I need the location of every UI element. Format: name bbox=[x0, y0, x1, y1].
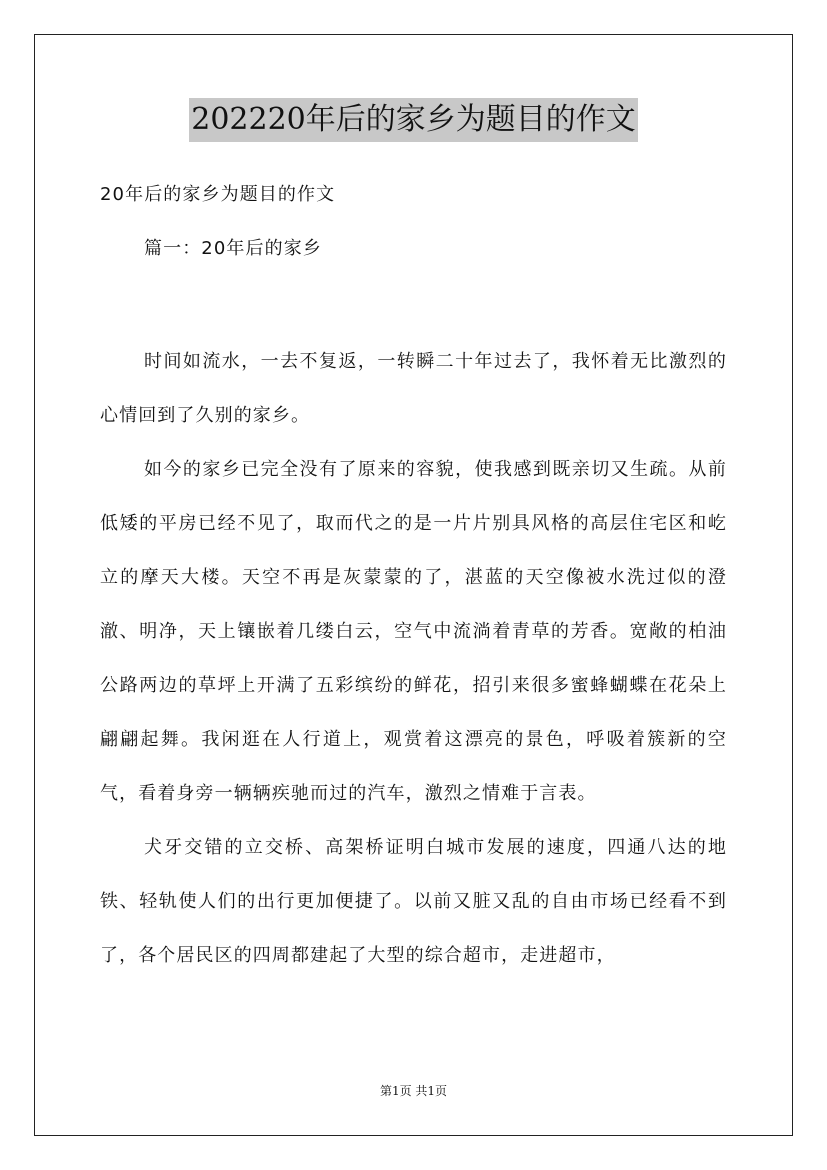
document-subtitle: 20年后的家乡为题目的作文 bbox=[100, 184, 336, 205]
title-container bbox=[0, 98, 827, 142]
paragraph: 犬牙交错的立交桥、高架桥证明白城市发展的速度，四通八达的地铁、轻轨使人们的出行更加便捷了。以前又脏又乱的自由市场已经看不到了，各个居民区的四周都建起了大型的综合超市，走进超市， bbox=[100, 837, 727, 966]
document-title: 202220年后的家乡为题目的作文 bbox=[189, 98, 638, 142]
essay-body bbox=[100, 335, 727, 983]
section-heading: 篇一：20年后的家乡 bbox=[144, 238, 322, 259]
page-footer: 第1页 共1页 bbox=[379, 1084, 448, 1098]
paragraph: 如今的家乡已完全没有了原来的容貌，使我感到既亲切又生疏。从前低矮的平房已经不见了，取而代之的是一片片别具风格的高层住宅区和屹立的摩天大楼。天空不再是灰蒙蒙的了，湛蓝的天空像被水洗过似的澄澈、明净，天上镶嵌着几缕白云，空气中流淌着青草的芳香。宽敞的柏油公路两边的草坪上开满了五彩缤纷的鲜花，招引来很多蜜蜂蝴蝶在花朵上翩翩起舞。我闲逛在人行道上，观赏着这漂亮的景色，呼吸着簇新的空气，看着身旁一辆辆疾驰而过的汽车，激烈之情难于言表。 bbox=[100, 459, 727, 804]
paragraph: 时间如流水，一去不复返，一转瞬二十年过去了，我怀着无比激烈的心情回到了久别的家乡。 bbox=[100, 351, 727, 426]
